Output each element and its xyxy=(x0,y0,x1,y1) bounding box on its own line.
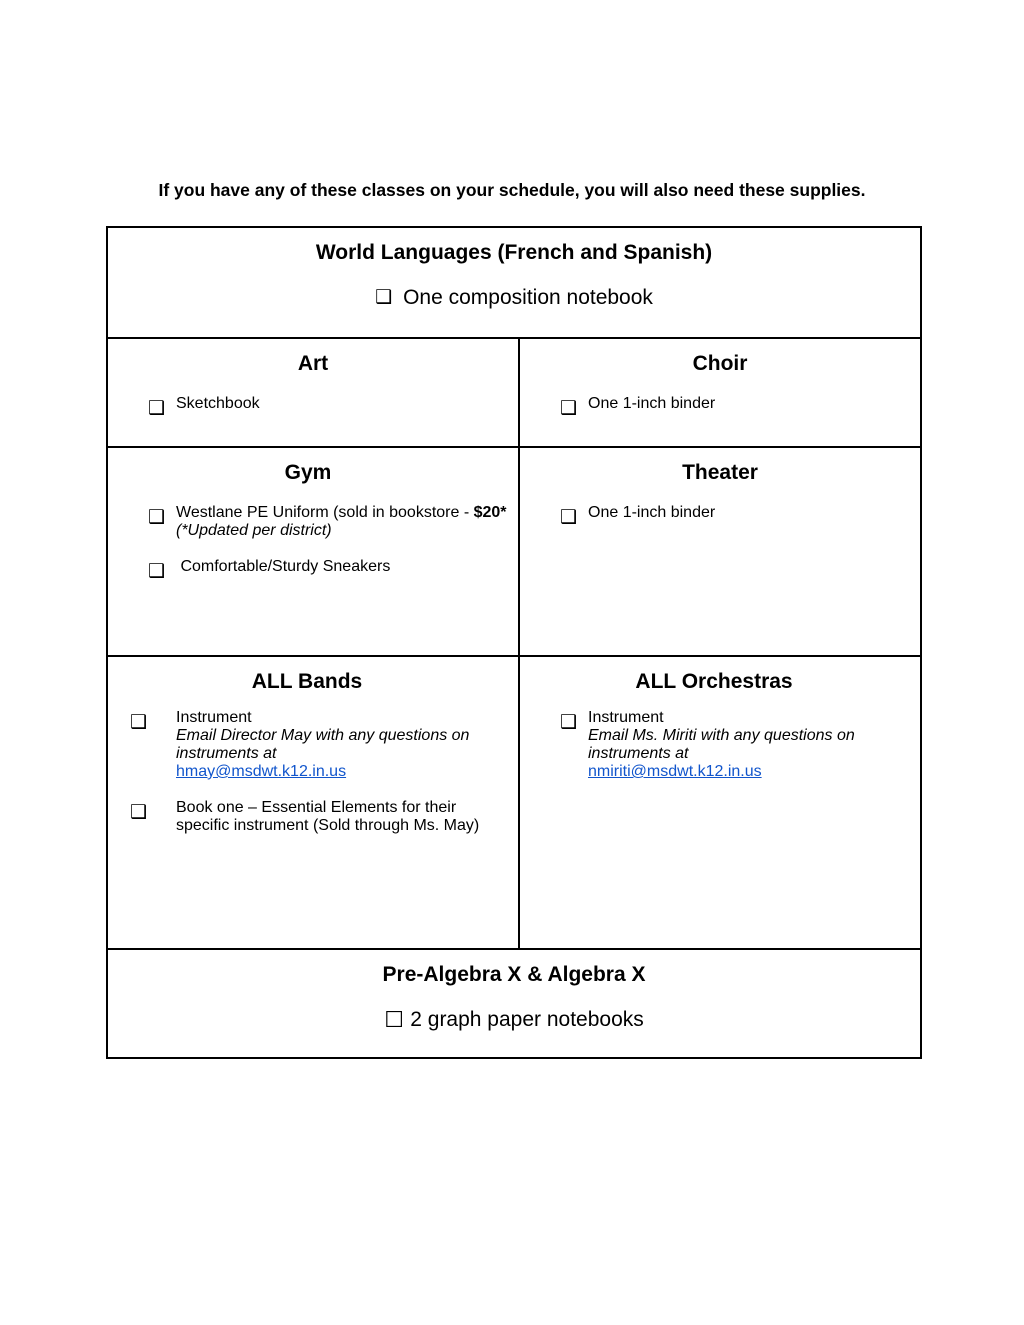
world-languages-cell xyxy=(107,227,921,338)
bands-email-link[interactable]: hmay@msdwt.k12.in.us xyxy=(176,763,347,780)
theater-title: Theater xyxy=(682,461,758,484)
theater-item-label: One 1-inch binder xyxy=(588,504,716,521)
art-item xyxy=(148,395,518,423)
art-choir-row xyxy=(107,338,921,447)
bands-instrument-label: Instrument xyxy=(176,709,252,726)
bands-title: ALL Bands xyxy=(251,670,363,693)
orchestras-title: ALL Orchestras xyxy=(635,670,793,693)
checkbox-icon: ❑ xyxy=(148,561,166,582)
world-languages-row xyxy=(107,227,921,338)
gym-uniform-text: Westlane PE Uniform (sold in bookstore - xyxy=(176,504,474,521)
choir-cell xyxy=(519,338,921,447)
checkbox-icon: ❑ xyxy=(130,712,148,733)
orchestras-cell xyxy=(519,656,921,949)
gym-theater-row xyxy=(107,447,921,656)
bands-cell xyxy=(107,656,519,949)
algebra-cell xyxy=(107,949,921,1058)
orchestras-instrument-block xyxy=(588,709,908,781)
checkbox-icon: ❑ xyxy=(560,507,578,528)
world-languages-item xyxy=(108,284,920,312)
bands-orchestras-row xyxy=(107,656,921,949)
checkbox-icon: ❑ xyxy=(130,802,148,823)
orchestras-instrument-item xyxy=(560,709,908,781)
bands-instrument-item xyxy=(130,709,506,781)
choir-item xyxy=(560,395,920,423)
bands-instrument-note: Email Director May with any questions on instruments at xyxy=(176,727,470,762)
choir-item-label: One 1-inch binder xyxy=(588,395,716,412)
algebra-row xyxy=(107,949,921,1058)
algebra-item xyxy=(108,1006,920,1034)
algebra-title: Pre-Algebra X & Algebra X xyxy=(382,963,646,986)
checkbox-icon: ❑ xyxy=(560,712,578,733)
checkbox-icon: ❑ xyxy=(148,398,166,419)
bands-book-label: Book one – Essential Elements for their specific instrument (Sold through Ms. May) xyxy=(176,799,480,834)
gym-uniform-item xyxy=(148,504,508,540)
gym-sneakers-label: Comfortable/Sturdy Sneakers xyxy=(176,558,391,575)
intro-text: If you have any of these classes on your schedule, you will also need these supplies. xyxy=(158,180,866,200)
theater-cell xyxy=(519,447,921,656)
checkbox-icon: ❑ xyxy=(560,398,578,419)
supplies-table xyxy=(106,226,922,1059)
theater-item xyxy=(560,504,920,532)
world-languages-title: World Languages (French and Spanish) xyxy=(315,241,713,264)
art-item-label: Sketchbook xyxy=(176,395,260,412)
art-title: Art xyxy=(297,352,329,375)
empty-checkbox-icon: ☐ xyxy=(384,1007,404,1032)
gym-title: Gym xyxy=(284,461,332,484)
checkbox-icon: ❑ xyxy=(148,507,166,528)
art-cell xyxy=(107,338,519,447)
orchestras-email-link[interactable]: nmiriti@msdwt.k12.in.us xyxy=(588,763,762,780)
gym-uniform-price: $20* xyxy=(473,504,507,521)
bands-book-item xyxy=(130,799,506,835)
gym-uniform-note: (*Updated per district) xyxy=(176,522,332,539)
choir-title: Choir xyxy=(692,352,748,375)
gym-uniform-label xyxy=(176,504,508,540)
algebra-item-label: 2 graph paper notebooks xyxy=(410,1008,644,1031)
checkbox-icon: ❑ xyxy=(375,287,393,308)
gym-cell xyxy=(107,447,519,656)
bands-instrument-block xyxy=(176,709,506,781)
world-languages-item-label: One composition notebook xyxy=(403,286,653,309)
gym-sneakers-item xyxy=(148,558,508,586)
orchestras-instrument-note: Email Ms. Miriti with any questions on instruments at xyxy=(588,727,855,762)
orchestras-instrument-label: Instrument xyxy=(588,709,664,726)
